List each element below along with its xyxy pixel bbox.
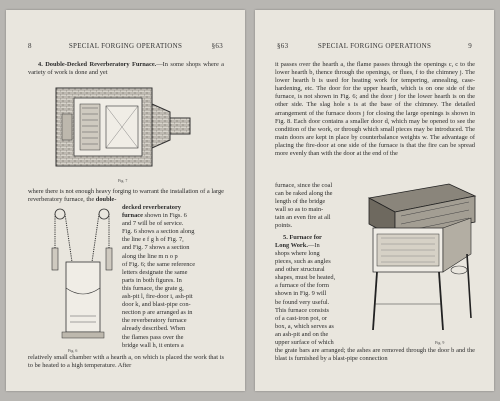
right-para-text: it passes over the hearth a, the flame passes through the openings c, c to the lower hearth b, thence through the openings, or flues, f to the chimney j. The lower hearth b is used for heating work for tempering, annealing, case-hardening, etc. The door for the upper hearth, which is on one side of the furnace, is not shown in Fig. 6; and the door j for the lower hearth is on the other side. The slag hole s is at the base of the chimney. The detailed arrangement of the furnace doors j for closing the large openings is shown in Fig. 8. Each door contains a smaller door d, which may be opened to see the condition of the work, or through which small pieces may be introduced. The main doors are kept in place by counterbalance weights w. The advantage of placing the fire-door at one side of the furnace is that the fire can be spread more evenly than with the door at the end of the (275, 61, 475, 158)
left-narrow-line (122, 253, 224, 261)
left-narrow-line (122, 293, 224, 301)
right-bottom-paragraph (275, 347, 475, 363)
left-narrow-line-text: of Fig. 6; the same reference (122, 260, 196, 268)
right-narrow-line-2: pieces, such as angles (275, 258, 331, 266)
left-narrow-line (122, 204, 224, 212)
right-narrow-line-2: an ash-pit and on the (275, 330, 329, 338)
left-narrow-line-text: nection p are arranged as in (122, 309, 193, 317)
left-narrow-line-text: ash-pit l, fire-door i, ash-pit (122, 293, 193, 301)
left-narrow-line (122, 228, 224, 236)
right-narrow-line-2: This furnace consists (275, 306, 329, 314)
left-heading-title: Double-Decked Reverberatory Furnace. (45, 61, 157, 68)
left-narrow-line (122, 277, 224, 285)
left-narrow-line-text: the line e f g h of Fig. 7, (122, 236, 184, 244)
left-running-title: SPECIAL FORGING OPERATIONS (68, 42, 183, 50)
left-narrow-line-text: and Fig. 7 shows a section (122, 244, 190, 252)
left-heading-number: 4. (38, 61, 43, 68)
right-bottom-text: the grate bars are arranged; the ashes are removed through the door b and the blast is furnished by a blast-pipe connection (275, 347, 475, 363)
left-heading-rest: —In some shops where a variety of work is done and yet (28, 61, 225, 77)
left-page (6, 10, 245, 391)
left-narrow-line (122, 309, 224, 317)
right-narrow-line-2: box, a, which serves as (275, 322, 334, 330)
left-narrow-line (122, 220, 224, 228)
left-narrow-column (122, 204, 224, 350)
right-heading2-rest: —In (307, 242, 320, 250)
left-heading-paragraph (28, 61, 224, 77)
left-narrow-line-text: parts in both figures. In (122, 276, 182, 284)
right-narrow-line-2: of a cast-iron pot, or (275, 314, 327, 322)
right-narrow-line-2: and other structural (275, 266, 325, 274)
left-narrow-line (122, 334, 224, 342)
left-narrow-line-text: door k, and blast-pipe con- (122, 301, 191, 309)
left-narrow-line-text: furnace (122, 212, 143, 220)
right-narrow-line: can be raked along the (275, 190, 333, 198)
right-narrow-line: points. (275, 222, 293, 230)
right-heading2-number: 5. (283, 234, 288, 241)
left-full-paragraph (28, 188, 224, 204)
right-narrow-line: wall so as to main- (275, 206, 324, 214)
left-narrow-line-text: the reverberatory furnace (122, 317, 187, 325)
left-narrow-line (122, 236, 224, 244)
right-narrow-line-2: shapes, must be heated, (275, 274, 336, 282)
right-running-title: SPECIAL FORGING OPERATIONS (317, 42, 432, 50)
right-narrow-line-2: a furnace of the form (275, 282, 329, 290)
right-page-number: 9 (468, 42, 472, 50)
left-narrow-line (122, 244, 224, 252)
left-bottom-text: relatively small chamber with a hearth a, on which is placed the work that is to be heated to a high temperature. After (28, 354, 224, 370)
right-heading2-line2: Long Work. (275, 242, 308, 250)
left-section: §63 (211, 42, 223, 50)
right-full-paragraph (275, 61, 475, 158)
furnace-section-figure (42, 206, 122, 346)
left-bottom-paragraph (28, 354, 224, 370)
left-narrow-line-text: and 7 will be of service. (122, 220, 184, 228)
left-narrow-line-text: Fig. 6 shows a section along (122, 228, 195, 236)
right-narrow-line-2: be found very useful. (275, 298, 330, 306)
left-para-bold: double- (95, 196, 117, 204)
left-narrow-line-text: letters designate the same (122, 268, 188, 276)
right-narrow-line-2: upper surface of which (275, 339, 334, 347)
left-narrow-line (122, 325, 224, 333)
furnace-plan-figure (54, 84, 194, 176)
right-page (255, 10, 494, 391)
left-header (28, 42, 223, 54)
left-narrow-line (122, 317, 224, 325)
fig9-caption: Fig. 9 (435, 340, 445, 345)
left-narrow-line-text: decked reverberatory (122, 204, 181, 211)
fig6-caption: Fig. 6 (68, 348, 78, 353)
left-narrow-line (122, 301, 224, 309)
right-narrow-line: length of the bridge (275, 198, 326, 206)
left-narrow-line (122, 269, 224, 277)
left-narrow-line-text: along the line m n o p (122, 252, 178, 260)
right-narrow-line: tain an even fire at all (275, 214, 331, 222)
left-narrow-line (122, 342, 224, 350)
right-narrow-line-2: shops where long (275, 250, 320, 257)
right-heading2 (275, 234, 359, 250)
long-work-furnace-figure (361, 180, 479, 338)
left-narrow-line-rest: shown in Figs. 6 (142, 212, 187, 220)
left-para-text: where there is not enough heavy forging to warrant the installation of a large reverberatory furnace, the (28, 188, 224, 204)
left-narrow-line-text: bridge wall h, it enters a (122, 341, 184, 349)
right-section: §63 (277, 42, 289, 50)
left-narrow-line (122, 212, 224, 220)
fig7-caption: Fig. 7 (118, 178, 128, 183)
right-heading2-line1: Furnace for (289, 234, 322, 241)
right-narrow-line-2: shown in Fig. 9 will (275, 290, 327, 298)
right-narrow-column-2 (275, 250, 359, 347)
left-narrow-line (122, 261, 224, 269)
left-narrow-line-text: this furnace, the grate g, (122, 284, 184, 292)
left-narrow-line (122, 285, 224, 293)
left-narrow-line-text: already described. When (122, 325, 186, 333)
right-header (277, 42, 472, 54)
right-narrow-column-1 (275, 182, 359, 231)
right-narrow-line: furnace, since the coal (275, 182, 333, 189)
left-page-number: 8 (28, 42, 32, 50)
left-narrow-line-text: the flames pass over the (122, 333, 184, 341)
